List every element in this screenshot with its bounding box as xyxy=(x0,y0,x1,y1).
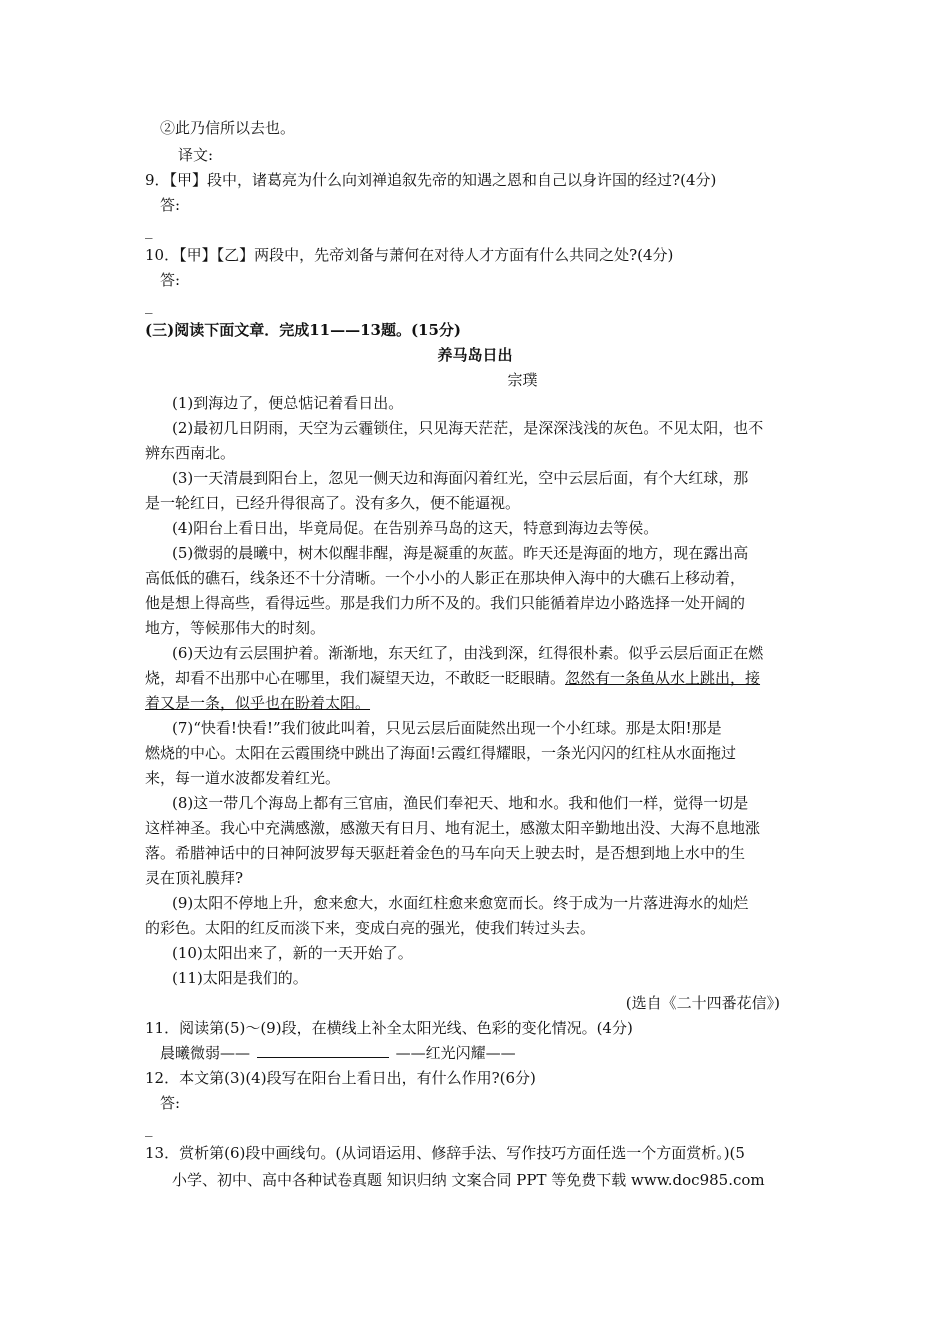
paragraph-2-line-1: (2)最初几日阴雨，天空为云霾锁住，只见海天茫茫，是深深浅浅的灰色。不见太阳，也不 xyxy=(172,419,764,437)
question-10: 10．【甲】【乙】两段中，先帝刘备与萧何在对待人才方面有什么共同之处?(4分) xyxy=(145,246,674,264)
translation-label: 译文: xyxy=(178,146,214,164)
paragraph-7-line-1: (7)“快看!快看!”我们彼此叫着，只见云层后面陡然出现一个小红球。那是太阳!那是 xyxy=(172,719,722,737)
question-11: 11．阅读第(5)～(9)段，在横线上补全太阳光线、色彩的变化情况。(4分) xyxy=(145,1019,633,1037)
answer-line-10: _ xyxy=(145,296,153,314)
paragraph-4: (4)阳台上看日出，毕竟局促。在告别养马岛的这天，特意到海边去等侯。 xyxy=(172,519,659,537)
paragraph-1: (1)到海边了，便总惦记着看日出。 xyxy=(172,394,404,412)
question-12: 12．本文第(3)(4)段写在阳台上看日出，有什么作用?(6分) xyxy=(145,1069,536,1087)
paragraph-6-line-2 xyxy=(145,668,760,688)
paragraph-11: (11)太阳是我们的。 xyxy=(172,969,308,987)
paragraph-6-line-1: (6)天边有云层围护着。渐渐地，东天红了，由浅到深，红得很朴素。似乎云层后面正在燃 xyxy=(172,644,764,662)
paragraph-5-line-4: 地方，等候那伟大的时刻。 xyxy=(145,619,326,637)
answer-line-12: _ xyxy=(145,1119,153,1137)
article-title: 养马岛日出 xyxy=(437,346,513,364)
paragraph-7-line-2: 燃烧的中心。太阳在云霞围绕中跳出了海面!云霞红得耀眼，一条光闪闪的红柱从水面拖过 xyxy=(145,744,737,762)
answer-label-10: 答: xyxy=(160,271,181,289)
answer-line-9: _ xyxy=(145,221,153,239)
fill-right-text: ——红光闪耀—— xyxy=(395,1044,516,1062)
underlined-sentence-part-2: 着又是一条，似乎也在盼着太阳。 xyxy=(145,694,371,712)
paragraph-5-line-3: 他是想上得高些，看得远些。那是我们力所不及的。我们只能循着岸边小路选择一处开阔的 xyxy=(145,594,746,612)
question-13: 13．赏析第(6)段中画线句。(从词语运用、修辞手法、写作技巧方面任选一个方面赏析。)(5 xyxy=(145,1144,745,1162)
paragraph-7-line-3: 来，每一道水波都发着红光。 xyxy=(145,769,341,787)
paragraph-8-line-3: 落。希腊神话中的日神阿波罗每天驱赶着金色的马车向天上驶去时，是否想到地上水中的生 xyxy=(145,844,746,862)
question-11-fill-line xyxy=(160,1043,516,1063)
answer-label-12: 答: xyxy=(160,1094,181,1112)
paragraph-3-line-2: 是一轮红日，已经升得很高了。没有多久，便不能逼视。 xyxy=(145,494,521,512)
fill-blank[interactable] xyxy=(257,1043,389,1058)
paragraph-8-line-4: 灵在顶礼膜拜? xyxy=(145,869,244,887)
underlined-sentence-part-1: 忽然有一条鱼从水上跳出，接 xyxy=(565,669,761,687)
page-footer: 小学、初中、高中各种试卷真题 知识归纳 文案合同 PPT 等免费下载 www.doc985.com xyxy=(172,1171,765,1189)
paragraph-3-line-1: (3)一天清晨到阳台上，忽见一侧天边和海面闪着红光，空中云层后面，有个大红球，那 xyxy=(172,469,749,487)
question-9: 9．【甲】段中，诸葛亮为什么向刘禅追叙先帝的知遇之恩和自己以身许国的经过?(4分) xyxy=(145,171,717,189)
paragraph-9-line-2: 的彩色。太阳的红反而淡下来，变成白亮的强光，使我们转过头去。 xyxy=(145,919,596,937)
fill-left-text: 晨曦微弱—— xyxy=(160,1044,251,1062)
answer-label-9: 答: xyxy=(160,196,181,214)
paragraph-8-line-2: 这样神圣。我心中充满感激，感激天有日月、地有泥土，感激太阳辛勤地出没、大海不息地涨 xyxy=(145,819,761,837)
paragraph-2-line-2: 辨东西南北。 xyxy=(145,444,236,462)
paragraph-10: (10)太阳出来了，新的一天开始了。 xyxy=(172,944,413,962)
paragraph-5-line-1: (5)微弱的晨曦中，树木似醒非醒，海是凝重的灰蓝。昨天还是海面的地方，现在露出高 xyxy=(172,544,749,562)
article-source: (选自《二十四番花信》) xyxy=(625,994,780,1012)
paragraph-6-plain-text: 烧，却看不出那中心在哪里，我们凝望天边，不敢眨一眨眼睛。 xyxy=(145,669,566,687)
paragraph-5-line-2: 高低低的礁石，线条还不十分清晰。一个小小的人影正在那块伸入海中的大礁石上移动着， xyxy=(145,569,746,587)
original-sentence-2: ②此乃信所以去也。 xyxy=(160,119,296,137)
paragraph-8-line-1: (8)这一带几个海岛上都有三官庙，渔民们奉祀天、地和水。我和他们一样，觉得一切是 xyxy=(172,794,749,812)
paragraph-9-line-1: (9)太阳不停地上升，愈来愈大，水面红柱愈来愈宽而长。终于成为一片落进海水的灿烂 xyxy=(172,894,749,912)
section-3-heading: (三)阅读下面文章．完成11——13题。(15分) xyxy=(145,321,462,339)
article-author: 宗璞 xyxy=(507,371,538,389)
